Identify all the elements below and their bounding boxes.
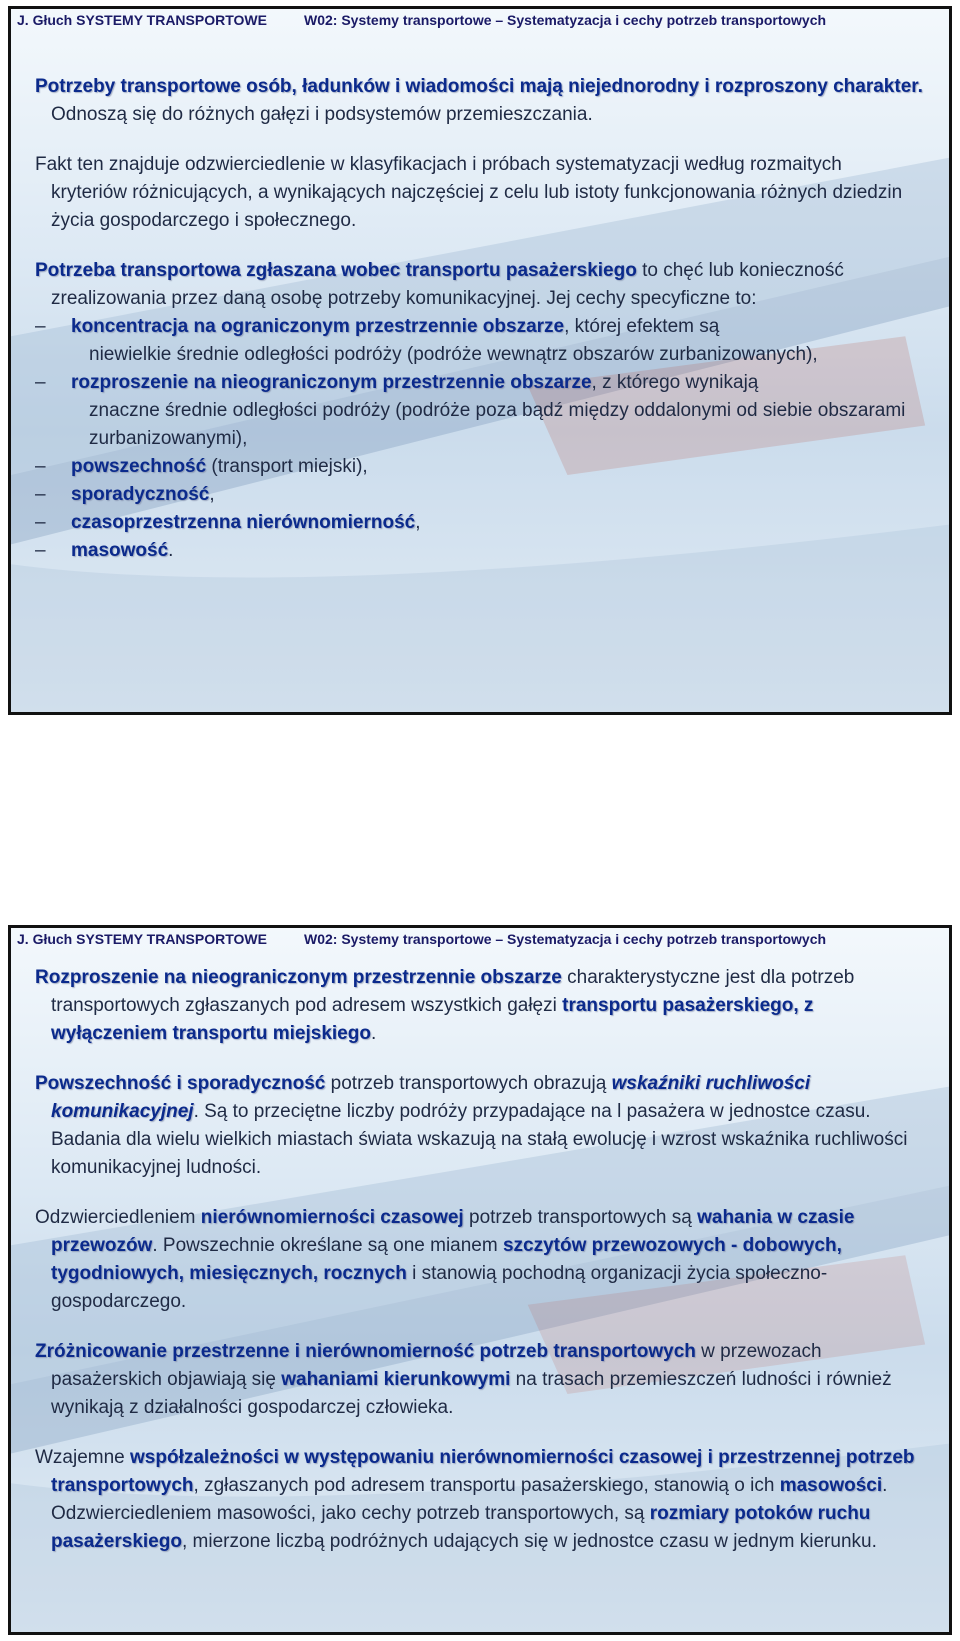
dash-bullet: – bbox=[35, 540, 46, 561]
text: w przewozach pasażerskich objawiają się bbox=[51, 1341, 822, 1390]
text: Wzajemne bbox=[35, 1447, 131, 1468]
text: , mierzone liczbą podróżnych udających się w jednostce czasu w jednym kierunku. bbox=[181, 1531, 877, 1552]
header-lecture-title: W02: Systemy transportowe – Systematyzacja i cechy potrzeb transportowych bbox=[304, 931, 827, 947]
highlight: Potrzeba transportowa zgłaszana wobec transportu pasażerskiego bbox=[35, 260, 637, 281]
highlight: koncentracja na ograniczonym przestrzennie obszarze bbox=[71, 316, 565, 337]
highlight: masowości bbox=[779, 1475, 883, 1496]
paragraph bbox=[35, 964, 923, 1048]
slide-header bbox=[11, 928, 949, 954]
paragraph: Fakt ten znajduje odzwierciedlenie w klasyfikacjach i próbach systematyzacji według rozmaitych kryteriów różnicujących, a wynikających najczęściej z celu lub istoty funkcjonowania różnych dziedzin życia gospodarczego i społecznego. bbox=[35, 154, 903, 231]
text: znaczne średnie odległości podróży (podróże poza bądź między oddalonymi od siebie obszarami zurbanizowanymi), bbox=[89, 400, 906, 449]
text: potrzeb transportowych obrazują bbox=[325, 1073, 612, 1094]
list-item bbox=[35, 313, 923, 369]
dash-bullet: – bbox=[35, 456, 46, 477]
paragraph bbox=[35, 1070, 923, 1182]
text: , bbox=[209, 484, 215, 505]
paragraph bbox=[35, 257, 923, 313]
dash-bullet: – bbox=[35, 484, 46, 505]
highlight: czasoprzestrzenna nierównomierność bbox=[71, 512, 416, 533]
list-item bbox=[35, 453, 923, 481]
highlight: wahania w czasie przewozów bbox=[51, 1207, 855, 1256]
text: niewielkie średnie odległości podróży (podróże wewnątrz obszarów zurbanizowanych), bbox=[89, 344, 818, 365]
highlight: transportu pasażerskiego, z wyłączeniem transportu miejskiego bbox=[51, 995, 814, 1044]
text: na trasach przemieszczeń ludności i również wynikają z działalności gospodarczej człowieka. bbox=[51, 1369, 892, 1418]
highlight: sporadyczność bbox=[71, 484, 210, 505]
highlight: nierównomierności czasowej bbox=[200, 1207, 464, 1228]
highlight: szczytów przewozowych - dobowych, tygodniowych, miesięcznych, rocznych bbox=[51, 1235, 842, 1284]
highlight: wskaźniki ruchliwości komunikacyjnej bbox=[51, 1073, 811, 1122]
dash-bullet: – bbox=[35, 372, 46, 393]
paragraph bbox=[35, 1204, 923, 1316]
paragraph bbox=[35, 1444, 923, 1556]
list-item bbox=[35, 481, 923, 509]
paragraph bbox=[35, 1338, 923, 1422]
text: (transport miejski), bbox=[206, 456, 368, 477]
paragraph bbox=[35, 73, 923, 129]
text: . bbox=[168, 540, 174, 561]
text: , z którego wynikają bbox=[591, 372, 759, 393]
text: . Są to przeciętne liczby podróży przypadające na l pasażera w jednostce czasu. Badania dla wielu wielkich miastach świata wskazują na stałą ewolucję i wzrost wskaźnika ruchliwości komunikacyjnej ludności. bbox=[51, 1101, 908, 1178]
header-author: J. Głuch SYSTEMY TRANSPORTOWE bbox=[17, 12, 267, 28]
text: to chęć lub konieczność zrealizowania przez daną osobę potrzeby komunikacyjnej. Jej cechy specyficzne to: bbox=[51, 260, 844, 309]
highlight: Powszechność i sporadyczność bbox=[35, 1073, 326, 1094]
text: , bbox=[415, 512, 421, 533]
highlight: Potrzeby transportowe osób, ładunków i wiadomości mają niejednorodny i rozproszony charakter. bbox=[35, 76, 923, 97]
slide-1 bbox=[8, 6, 952, 715]
dash-bullet: – bbox=[35, 316, 46, 337]
feature-list bbox=[35, 313, 923, 565]
slide-2 bbox=[8, 925, 952, 1635]
highlight: Zróżnicowanie przestrzenne i nierównomierność potrzeb transportowych bbox=[35, 1341, 696, 1362]
slide-header bbox=[11, 9, 949, 35]
text: . Odzwierciedleniem masowości, jako cechy potrzeb transportowych, są bbox=[51, 1475, 888, 1524]
highlight: masowość bbox=[71, 540, 169, 561]
text: . Powszechnie określane są one mianem bbox=[152, 1235, 503, 1256]
text: potrzeb transportowych są bbox=[463, 1207, 698, 1228]
text: . bbox=[370, 1023, 377, 1044]
text: , zgłaszanych pod adresem transportu pasażerskiego, stanowią o ich bbox=[193, 1475, 780, 1496]
dash-bullet: – bbox=[35, 512, 46, 533]
highlight: wahaniami kierunkowymi bbox=[281, 1369, 511, 1390]
highlight: rozproszenie na nieograniczonym przestrzennie obszarze bbox=[71, 372, 592, 393]
text: Odzwierciedleniem bbox=[35, 1207, 201, 1228]
highlight: powszechność bbox=[71, 456, 207, 477]
list-item bbox=[35, 509, 923, 537]
header-lecture-title: W02: Systemy transportowe – Systematyzacja i cechy potrzeb transportowych bbox=[304, 12, 827, 28]
text: i stanowią pochodną organizacji życia społeczno-gospodarczego. bbox=[51, 1263, 828, 1312]
list-item bbox=[35, 369, 923, 453]
highlight: Rozproszenie na nieograniczonym przestrzennie obszarze bbox=[35, 967, 562, 988]
highlight: rozmiary potoków ruchu pasażerskiego bbox=[51, 1503, 871, 1552]
list-item bbox=[35, 537, 923, 565]
highlight: współzależności w występowaniu nierównomierności czasowej i przestrzennej potrzeb transportowych bbox=[51, 1447, 915, 1496]
text: Odnoszą się do różnych gałęzi i podsystemów przemieszczania. bbox=[51, 104, 593, 125]
text: charakterystyczne jest dla potrzeb transportowych zgłaszanych pod adresem wszystkich gałęzi bbox=[51, 967, 855, 1016]
text: , której efektem są bbox=[564, 316, 720, 337]
header-author: J. Głuch SYSTEMY TRANSPORTOWE bbox=[17, 931, 267, 947]
